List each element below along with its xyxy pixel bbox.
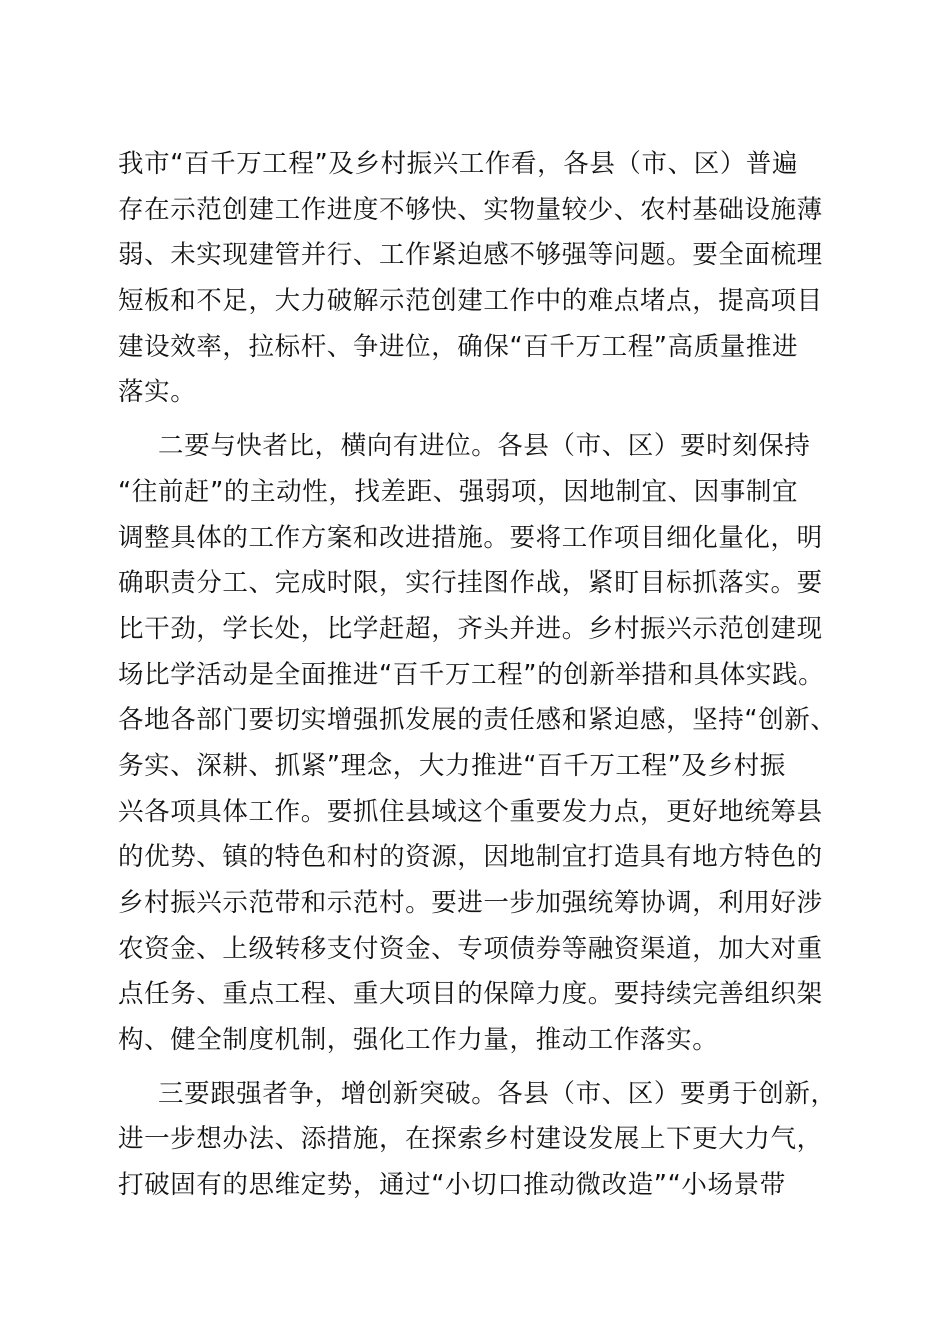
text-line: 落实。 [118, 377, 197, 408]
paragraph-spacer [118, 1064, 848, 1072]
text-line: 弱、未实现建管并行、工作紧迫感不够强等问题。要全面梳理 [118, 240, 823, 271]
text-line: 进一步想办法、添措施，在探索乡村建设发展上下更大力气， [118, 1124, 823, 1155]
paragraph-spacer [118, 416, 848, 424]
text-line: 我市“百千万工程”及乡村振兴工作看，各县（市、区）普遍 [118, 149, 799, 179]
text-line: 三要跟强者争，增创新突破。各县（市、区）要勇于创新， [158, 1078, 837, 1109]
paragraph-3 [118, 1072, 848, 1209]
text-line: 构、健全制度机制，强化工作力量，推动工作落实。 [118, 1025, 719, 1056]
text-line: 建设效率，拉标杆、争进位，确保“百千万工程”高质量推进 [118, 331, 799, 362]
text-line: 二要与快者比，横向有进位。各县（市、区）要时刻保持 [158, 431, 811, 462]
document-body [118, 142, 848, 1209]
text-line: 各地各部门要切实增强抓发展的责任感和紧迫感，坚持“创新、 [118, 705, 837, 736]
text-line: 场比学活动是全面推进“百千万工程”的创新举措和具体实践。 [118, 659, 825, 690]
paragraph-2 [118, 424, 848, 1064]
text-line: “往前赶”的主动性，找差距、强弱项，因地制宜、因事制宜 [118, 476, 799, 507]
text-line: 的优势、镇的特色和村的资源，因地制宜打造具有地方特色的 [118, 842, 823, 873]
text-line: 确职责分工、完成时限，实行挂图作战，紧盯目标抓落实。要 [118, 568, 823, 599]
text-line: 短板和不足，大力破解示范创建工作中的难点堵点，提高项目 [118, 286, 823, 317]
text-line: 兴各项具体工作。要抓住县域这个重要发力点，更好地统筹县 [118, 796, 823, 827]
text-line: 点任务、重点工程、重大项目的保障力度。要持续完善组织架 [118, 979, 823, 1010]
text-line: 调整具体的工作方案和改进措施。要将工作项目细化量化，明 [118, 522, 823, 553]
text-line: 农资金、上级转移支付资金、专项债券等融资渠道，加大对重 [118, 933, 823, 964]
text-line: 比干劲，学长处，比学赶超，齐头并进。乡村振兴示范创建现 [118, 613, 823, 644]
text-line: 乡村振兴示范带和示范村。要进一步加强统筹协调，利用好涉 [118, 888, 823, 918]
text-line: 务实、深耕、抓紧”理念，大力推进“百千万工程”及乡村振 [118, 750, 786, 781]
text-line: 打破固有的思维定势，通过“小切口推动微改造”“小场景带 [118, 1170, 786, 1201]
text-line: 存在示范创建工作进度不够快、实物量较少、农村基础设施薄 [118, 194, 823, 225]
paragraph-1 [118, 142, 848, 416]
